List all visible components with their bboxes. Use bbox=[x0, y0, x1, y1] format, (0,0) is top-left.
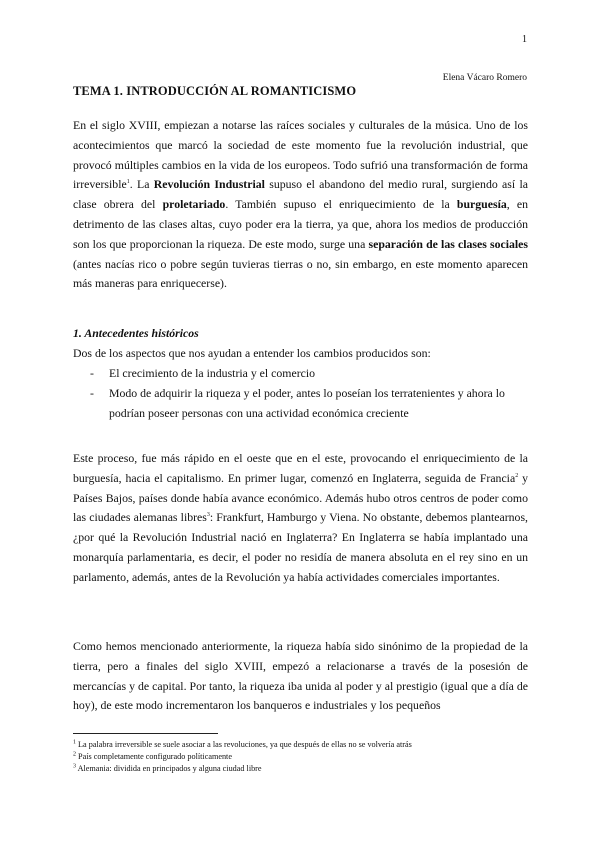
footnote-number: 1 bbox=[73, 739, 76, 746]
section-intro: Dos de los aspectos que nos ayudan a entender los cambios producidos son: bbox=[73, 346, 431, 360]
bold-term-revolucion-industrial: Revolución Industrial bbox=[153, 177, 265, 192]
paragraph-process bbox=[73, 449, 528, 588]
section-heading: 1. Antecedentes históricos bbox=[73, 326, 199, 340]
page-number: 1 bbox=[522, 34, 527, 45]
footnote-text: Alemania: dividida en principados y alguna ciudad libre bbox=[77, 764, 262, 773]
bold-term-burguesia: burguesía bbox=[456, 197, 507, 212]
text-run: : Frankfurt, Hamburgo y Viena. No obstante, debemos plantearnos, ¿por qué la Revolución Industrial nació en Inglaterra? En Inglaterra se había implantado una monarquía parlamentaria, es decir, el poder no residía de manera absoluta en el rey sino en un parlamento, además, antes de la Revolución ya había actividades comerciales importantes. bbox=[73, 510, 528, 584]
footnote bbox=[73, 763, 528, 775]
author-name: Elena Vácaro Romero bbox=[442, 73, 527, 83]
footnote-number: 2 bbox=[73, 751, 76, 758]
text-run: (antes nacías rico o pobre según tuvieras tierras o no, sin embargo, en este momento aparecen más maneras para enriquecerse). bbox=[73, 256, 528, 291]
dash-bullet: - bbox=[90, 366, 94, 380]
footnote-ref-1: 1 bbox=[126, 179, 130, 186]
text-run: y Países Bajos, países donde había avance económico. Además hubo otros centros de poder como las ciudades alemanas libres bbox=[73, 470, 528, 525]
text-run: , en detrimento de las clases altas, cuyo poder era la tierra, ya que, ahora los medios de producción son los que proporcionan la riqueza. De este modo, surge una bbox=[73, 197, 528, 251]
footnote-separator bbox=[73, 733, 218, 734]
footnote-text: País completamente configurado políticamente bbox=[78, 752, 232, 761]
list-item-text: Modo de adquirir la riqueza y el poder, antes lo poseían los terratenientes y ahora lo podrían poseer personas con una actividad económica creciente bbox=[109, 385, 505, 420]
list-item bbox=[73, 364, 528, 384]
bold-term-separacion-clases: separación de las clases sociales bbox=[368, 236, 528, 251]
footnote-number: 3 bbox=[73, 763, 76, 770]
list-item-text: El crecimiento de la industria y el comercio bbox=[109, 366, 316, 380]
text-run: En el siglo XVIII, empiezan a notarse las raíces sociales y culturales de la música. Uno de los acontecimientos que marcó la sociedad de este momento fue la revolución industrial, que provocó múltiples cambios en la vida de los europeos. Todo sufrió una transformación de forma irreversible bbox=[73, 118, 528, 192]
footnotes bbox=[73, 739, 528, 775]
text-run: Este proceso, fue más rápido en el oeste que en el este, provocando el enriquecimiento de la burguesía, hacia el capitalismo. En primer lugar, comenzó en Inglaterra, seguida de Francia bbox=[73, 451, 528, 485]
document-title: TEMA 1. INTRODUCCIÓN AL ROMANTICISMO bbox=[73, 84, 357, 98]
footnote-ref-2: 2 bbox=[515, 472, 519, 479]
bullet-list bbox=[73, 364, 528, 423]
footnote-text: La palabra irreversible se suele asociar a las revoluciones, ya que después de ellas no se volvería atrás bbox=[78, 740, 412, 749]
footnote bbox=[73, 751, 528, 763]
paragraph-intro bbox=[73, 116, 528, 294]
list-item bbox=[73, 384, 528, 424]
footnote bbox=[73, 739, 528, 751]
text-run: . La bbox=[129, 177, 154, 192]
dash-bullet: - bbox=[90, 385, 94, 400]
footnote-ref-3: 3 bbox=[206, 512, 210, 519]
text-run: . También supuso el enriquecimiento de la bbox=[225, 197, 457, 212]
paragraph-wealth: Como hemos mencionado anteriormente, la riqueza había sido sinónimo de la propiedad de la tierra, pero a finales del siglo XVIII, empezó a relacionarse a través de la posesión de mercancías y de capital. Por tanto, la riqueza iba unida al poder y al prestigio (igual que a día de hoy), de este modo incrementaron los banqueros e industriales y los pequeños bbox=[73, 639, 528, 713]
text-run: supuso el abandono del medio rural, surgiendo así la clase obrera del bbox=[73, 177, 528, 212]
bold-term-proletariado: proletariado bbox=[162, 197, 226, 212]
